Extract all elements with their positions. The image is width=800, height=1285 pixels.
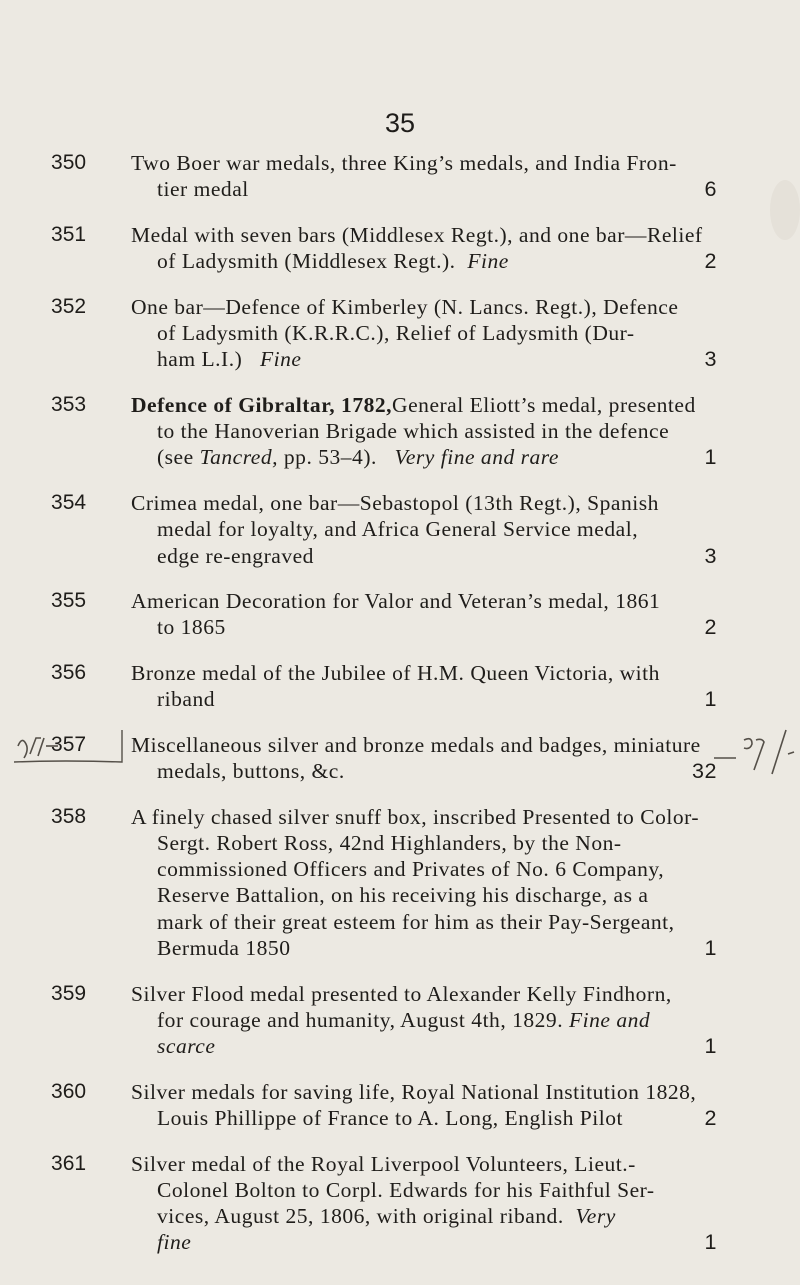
lot-line: ham L.I.) [157, 347, 243, 372]
lot-line: Two Boer war medals, three King’s medals, and India Fron- [131, 151, 677, 175]
lot-description [131, 588, 717, 641]
lot-quantity: 2 [704, 248, 717, 274]
lot-number: 361 [51, 1151, 87, 1175]
lot-number: 350 [51, 151, 87, 174]
lot-line: of Ladysmith (Middlesex Regt.). [157, 249, 456, 274]
lot-quantity: 2 [704, 614, 717, 640]
lot-line: Louis Phillippe of France to A. Long, English Pilot [157, 1106, 624, 1131]
lot-quantity: 1 [704, 1033, 717, 1059]
condition-note: Very [575, 1204, 616, 1229]
pencil-bracket-annotation [14, 728, 124, 764]
lot-number: 353 [51, 392, 87, 416]
lot-description [131, 150, 717, 203]
lot-line: to 1865 [157, 615, 226, 640]
lot-number: 354 [51, 490, 87, 514]
lot-number: 351 [51, 222, 87, 246]
lot-quantity: 1 [704, 1229, 717, 1255]
lot-line: Medal with seven bars (Middlesex Regt.), and one bar—Relief [131, 222, 703, 247]
lot-description [131, 294, 717, 373]
condition-note: Fine [259, 347, 302, 372]
lot-line: medals, buttons, &c. [157, 759, 345, 784]
lot-quantity: 1 [704, 686, 717, 712]
lot-line: General Eliott’s medal, presented [392, 392, 696, 417]
lot-line: American Decoration for Valor and Veteran’s medal, 1861 [131, 589, 661, 614]
lot-number: 358 [51, 804, 87, 828]
pencil-margin-annotation [712, 728, 800, 780]
lot-line: Crimea medal, one bar—Sebastopol (13th Regt.), Spanish [131, 490, 659, 515]
lot-line: (see [157, 445, 200, 470]
lot-line: medal for loyalty, and Africa General Service medal, [157, 517, 639, 542]
lot-line: Sergt. Robert Ross, 42nd Highlanders, by the Non- [157, 830, 622, 855]
paper-stain [770, 180, 800, 240]
lot-line: to the Hanoverian Brigade which assisted in the defence [157, 419, 670, 444]
lot-line: of Ladysmith (K.R.R.C.), Relief of Ladysmith (Dur- [157, 320, 635, 345]
condition-note: Fine and [568, 1007, 651, 1032]
lot-description [131, 660, 717, 713]
lot-description [131, 1151, 717, 1256]
lot-line: Bermuda 1850 [157, 936, 291, 961]
condition-note: fine [157, 1230, 192, 1255]
lot-quantity: 6 [704, 176, 717, 202]
lot-line: One bar—Defence of Kimberley (N. Lancs. Regt.), Defence [131, 294, 679, 319]
lot-description [131, 222, 717, 275]
condition-note: Fine [467, 249, 509, 274]
lot-line: Silver Flood medal presented to Alexander Kelly Findhorn, [131, 981, 672, 1006]
lot-quantity: 3 [704, 346, 717, 372]
lot-quantity: 3 [704, 542, 717, 568]
lot-line: A finely chased silver snuff box, inscribed Presented to Color- [131, 804, 700, 829]
lot-quantity: 1 [704, 935, 717, 961]
lot-line: pp. 53–4). [278, 445, 377, 470]
lot-description [131, 1079, 717, 1132]
lot-heading: Defence of Gibraltar, 1782, [131, 392, 393, 417]
lot-number: 355 [51, 589, 87, 613]
lot-line: Silver medal of the Royal Liverpool Volunteers, Lieut.- [131, 1151, 636, 1176]
lot-line: tier medal [157, 177, 249, 202]
lot-line: mark of their great esteem for him as their Pay-Sergeant, [157, 909, 675, 934]
lot-line: Colonel Bolton to Corpl. Edwards for his Faithful Ser- [157, 1177, 655, 1202]
lot-description [131, 732, 717, 785]
lot-line: for courage and humanity, August 4th, 1829. [157, 1007, 564, 1032]
page-number: 35 [384, 108, 416, 138]
lot-description [131, 804, 717, 962]
condition-note: scarce [157, 1034, 216, 1059]
lot-line: Silver medals for saving life, Royal National Institution 1828, [131, 1079, 697, 1104]
lot-number: 359 [51, 981, 87, 1005]
lot-line: commissioned Officers and Privates of No. 6 Company, [157, 857, 665, 882]
lot-number: 356 [51, 660, 87, 684]
reference-work: Tancred, [199, 445, 279, 470]
lot-line: Bronze medal of the Jubilee of H.M. Queen Victoria, with [131, 660, 660, 685]
lot-quantity: 1 [704, 444, 717, 470]
lot-number: 360 [51, 1079, 87, 1103]
lot-description [131, 981, 717, 1060]
condition-note: Very fine and rare [394, 445, 559, 470]
lot-quantity: 32 [692, 758, 717, 784]
lot-line: Reserve Battalion, on his receiving his discharge, as a [157, 883, 649, 908]
lot-description [131, 392, 717, 471]
lot-description [131, 490, 717, 569]
lot-line: vices, August 25, 1806, with original riband. [157, 1204, 564, 1229]
lot-line: Miscellaneous silver and bronze medals and badges, miniature [131, 732, 701, 757]
lot-line: edge re-engraved [157, 543, 314, 568]
lot-quantity: 2 [704, 1105, 717, 1131]
lot-number: 357 [51, 732, 87, 756]
lot-line: riband [157, 687, 216, 712]
lot-number: 352 [51, 294, 87, 318]
